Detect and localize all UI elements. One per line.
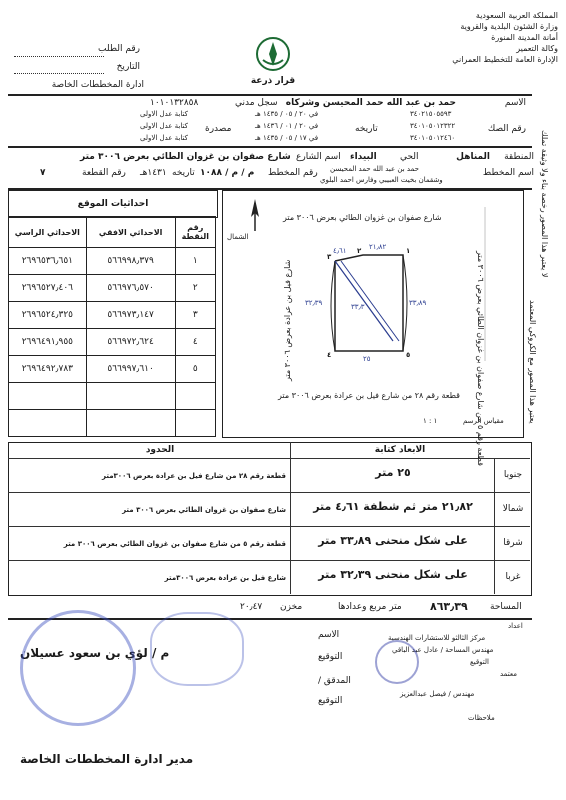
stamp-icon [150,612,244,686]
source-label: مصدرة [205,124,232,134]
point-label: ٤ [327,351,332,359]
owner-name-label: الاسم [504,98,526,108]
header-line: الإدارة العامة للتخطيط العمراني [452,55,558,64]
table-row [9,302,216,329]
signer-sign-label: التوقيع [318,652,343,662]
header-line: وكالة التعمير [516,44,558,53]
cell: ٥٦٦٩٩٨٫٣٧٩ [86,248,175,275]
cell: ٥٦٦٩٧٣٫١٤٧ [86,302,175,329]
north-label: الشمال [227,233,249,241]
table-header-row [9,217,216,248]
table-row [9,410,216,437]
street-value: شارع صفوان بن غزوان الطائي بعرض ٣٠٠٦ متر [80,152,291,162]
header-line: أمانة المدينة المنورة [491,33,558,42]
header-line: المملكة العربية السعودية [475,11,558,20]
dims-header: الابعاد كتابة [374,445,426,455]
header-line: وزارة الشئون البلدية والقروية [460,22,558,31]
cell: ٥ [175,356,215,383]
district-label: الحي [400,152,419,162]
bounds-header: الحدود [145,445,175,455]
engineer-name: مهندس المساحة / عادل عبد الباقي [392,646,494,654]
request-no-label: رقم الطلب [98,44,140,54]
coords-table [8,216,216,437]
parcel-outline [335,255,403,351]
point-label: ٥ [406,351,411,359]
street-label: اسم الشارع [296,152,341,162]
planner-line: حمد بن عبد الله حمد المحيسن [330,165,419,173]
plan-no-label: رقم المخطط [268,168,318,178]
planner-label: اسم المخطط [482,168,534,178]
approved-label: معتمد [500,670,517,678]
office-stamp-icon [375,640,419,684]
dim-label: ٢١٫٨٢ [369,243,387,251]
cell: ٣ [175,302,215,329]
table-row [9,248,216,275]
table-row [9,275,216,302]
extra-value: ٢٠٫٤٧ [240,602,263,612]
dim-text: على شكل منحنى ٣٣٫٨٩ متر [318,534,468,547]
sketch-bottom-text: قطعة رقم ٢٨ من شارع فيل بن عرادة بعرض ٣٠٠٦ متر [278,391,460,400]
region-value: المناهل [456,152,490,162]
table-row [9,356,216,383]
deed-date: في ١٧ / ٠٥ / ١٤٣٥ هـ [255,134,319,142]
dim-text: ٢١٫٨٢ متر ثم شطفة ٤٫٦١ متر [313,500,473,513]
sign-label: التوقيع [470,658,489,666]
deed-no: ٣٤٠١٠٥٠١٢٤٦٠ [410,134,456,142]
cell: ٢ [175,275,215,302]
bound-text: قطعة رقم ٥ من شارع صفوان بن غزوان الطائي بعرض ٣٠٠٦ متر [63,540,286,548]
deed-no: ٣٤٠١٠٥٠١٢٣٢٢ [410,122,456,130]
cell: ٥٦٦٩٧٢٫٦٢٤ [86,329,175,356]
area-unit: متر مربع وعدادها [338,602,402,612]
signer-name-label: الاسم [318,630,340,640]
deed-source: كتابة عدل الاولى [140,134,188,142]
area-value: ٨٦٣٫٣٩ [430,600,468,613]
table-row [9,329,216,356]
planner-line: وشقمان بخيت العبيبي وفارس احمد البلوي [320,176,443,184]
prepared-label: اعداد [508,622,523,630]
cell: ٢٦٩٦٥٢٤٫٣٢٥ [9,302,87,329]
coords-title-box [8,190,218,218]
side-label: غربا [505,572,521,582]
north-arrow-icon [251,199,259,231]
dim-label: ٤٫٦١ [333,247,347,255]
diagonal-line [335,261,393,341]
date-label: التاريخ [116,62,140,72]
decision-label: قرار ذرعة [250,76,296,86]
plot-no-value: ٧ [40,168,46,178]
record-label: سجل مدني [235,98,278,108]
manager-title: مدير ادارة المخططات الخاصة [20,752,194,766]
dim-label: ٣٢٫٣٩ [305,299,323,307]
sketch-left-text: شارع فيل بن عرادة بعرض ٣٠٠٦ متر [283,259,292,381]
point-label: ١ [406,247,411,255]
dim-label: ٣٣٫٣ [351,303,365,311]
record-value: ١٠١٠١٣٢٨٥٨ [150,98,199,108]
deed-date: في ٢٠ / ٠٥ / ١٤٣٥ هـ [255,110,319,118]
cell: ٥٦٦٩٩٧٫٦١٠ [86,356,175,383]
scale-label: مقياس الرسم [463,417,504,425]
cell: ٢٦٩٦٤٩١٫٩٥٥ [9,329,87,356]
dim-text: ٢٥ متر [375,466,411,479]
col-header: الاحداثي الافقي [86,217,175,248]
dim-text: على شكل منحنى ٣٢٫٣٩ متر [318,568,468,581]
sketch-right-text: قطعة رقم ٥ من شارع صفوان بن غزوان الطائي بعرض ٣٠٠٦ متر [476,251,485,466]
side-note: لا يعتبر هذا المصور رخصة بناء ولا وثيقة تملك [540,130,549,278]
dim-label: ٢٥ [363,355,371,363]
auditor-sign-label: التوقيع [318,696,343,706]
scale-value: ١ : ١ [423,417,438,425]
ministry-header [408,10,558,65]
deed-no: ٣٤٠٢١٥٠٥٥٩٣ [410,110,452,118]
deed-source: كتابة عدل الاولى [140,110,188,118]
cell: ٢٦٩٦٥٣٦٫٦٥١ [9,248,87,275]
department-label: ادارة المخططات الخاصة [51,80,144,90]
plan-date-value: ١٤٣١هـ [140,168,167,178]
signer-name-value: م / لؤي بن سعود عسيلان [20,646,170,660]
plot-no-label: رقم القطعة [82,168,126,178]
ministry-logo-icon [255,36,291,72]
cell: ٥٦٦٩٧٦٫٥٧٠ [86,275,175,302]
coords-title: احداثيات الموقع [77,199,149,209]
side-note: يعتبر هذا المصور مع الكروكي المعتمد [528,300,537,424]
engineer2-name: مهندس / فيصل عبدالعزيز [400,690,475,698]
plan-no-value: م / م / ١٠٨٨ [200,168,255,178]
cell: ١ [175,248,215,275]
deed-no-label: رقم الصك [487,124,526,134]
side-label: شمالا [502,504,524,514]
notes-label: ملاحظات [468,714,495,722]
district-value: البيداء [350,152,377,162]
cell: ٢٦٩٦٤٩٢٫٧٨٣ [9,356,87,383]
cell: ٢٦٩٦٥٢٧٫٤٠٦ [9,275,87,302]
dim-label: ٣٣٫٨٩ [409,299,427,307]
point-label: ٢ [357,247,362,255]
area-label: المساحة [490,602,522,612]
side-label: شرقا [503,538,523,548]
side-label: جنوبا [503,470,523,480]
bound-text: شارع فيل بن عرادة بعرض ٣٠٠٦متر [164,574,286,582]
sketch-top-street: شارع صفوان بن غزوان الطائي بعرض ٣٠٠٦ متر [283,213,442,222]
plan-date-label: تاريخه [172,168,195,178]
deed-date-label: تاريخه [355,124,378,134]
extra-label: مخزن [280,602,303,612]
auditor-label: المدقق / [318,676,351,686]
deed-date: في ٢٠ / ٠١ / ١٤٣٦ هـ [255,122,319,130]
cell: ٤ [175,329,215,356]
office-name: مركز الثالثو للاستشارات الهندسية [388,634,486,642]
deed-source: كتابة عدل الاولى [140,122,188,130]
official-seal-icon [20,610,136,726]
owner-name-value: حمد بن عبد الله حمد المحيسن وشركاه [285,98,456,108]
point-label: ٣ [327,253,332,261]
bound-text: شارع صفوان بن غزوان الطائي بعرض ٣٠٠٦ متر [122,506,286,514]
col-header: الاحداثي الراسي [9,217,87,248]
col-header: رقم النقطة [175,217,215,248]
region-label: المنطقة [504,152,534,162]
table-row [9,383,216,410]
bound-text: قطعة رقم ٢٨ من شارع فيل بن عرادة بعرض ٣٠٠٦متر [101,472,286,480]
